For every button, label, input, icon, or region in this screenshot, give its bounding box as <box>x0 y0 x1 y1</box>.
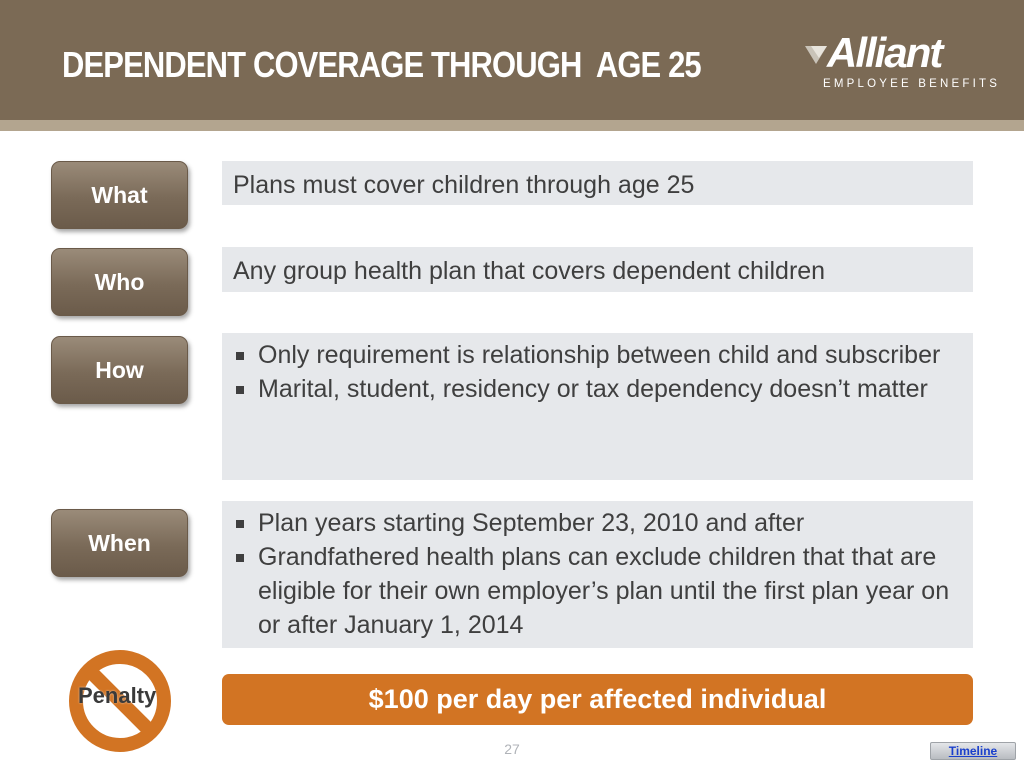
penalty-text: $100 per day per affected individual <box>368 684 827 714</box>
penalty-banner <box>222 674 973 725</box>
penalty-label: Penalty <box>78 683 157 708</box>
who-text: Any group health plan that covers dependent children <box>233 257 826 285</box>
how-bullet-list <box>222 333 973 406</box>
when-bullet-item: Plan years starting September 23, 2010 and after <box>258 506 959 540</box>
when-bullet-list <box>222 501 973 642</box>
what-text: Plans must cover children through age 25 <box>233 171 695 199</box>
how-content-box <box>222 333 973 480</box>
who-button[interactable]: Who <box>51 248 188 316</box>
timeline-link-button[interactable]: Timeline <box>930 742 1016 760</box>
what-button[interactable]: What <box>51 161 188 229</box>
alliant-logo <box>803 29 1001 96</box>
logo-wordmark: Alliant <box>827 29 942 76</box>
how-bullet-item: Only requirement is relationship between child and subscriber <box>258 338 959 372</box>
what-content-box <box>222 161 973 205</box>
how-bullet-item: Marital, student, residency or tax dependency doesn’t matter <box>258 372 959 406</box>
when-content-box <box>222 501 973 648</box>
who-content-box <box>222 247 973 292</box>
when-button[interactable]: When <box>51 509 188 577</box>
logo-triangle-icon <box>803 44 829 66</box>
page-number: 27 <box>504 741 520 757</box>
logo-subtitle: EMPLOYEE BENEFITS <box>823 78 1001 90</box>
slide-title: DEPENDENT COVERAGE THROUGH AGE 25 <box>62 44 701 85</box>
when-bullet-item: Grandfathered health plans can exclude children that that are eligible for their own employer’s plan until the first plan year on or after January 1, 2014 <box>258 540 959 642</box>
how-button[interactable]: How <box>51 336 188 404</box>
header-stripe <box>0 120 1024 131</box>
